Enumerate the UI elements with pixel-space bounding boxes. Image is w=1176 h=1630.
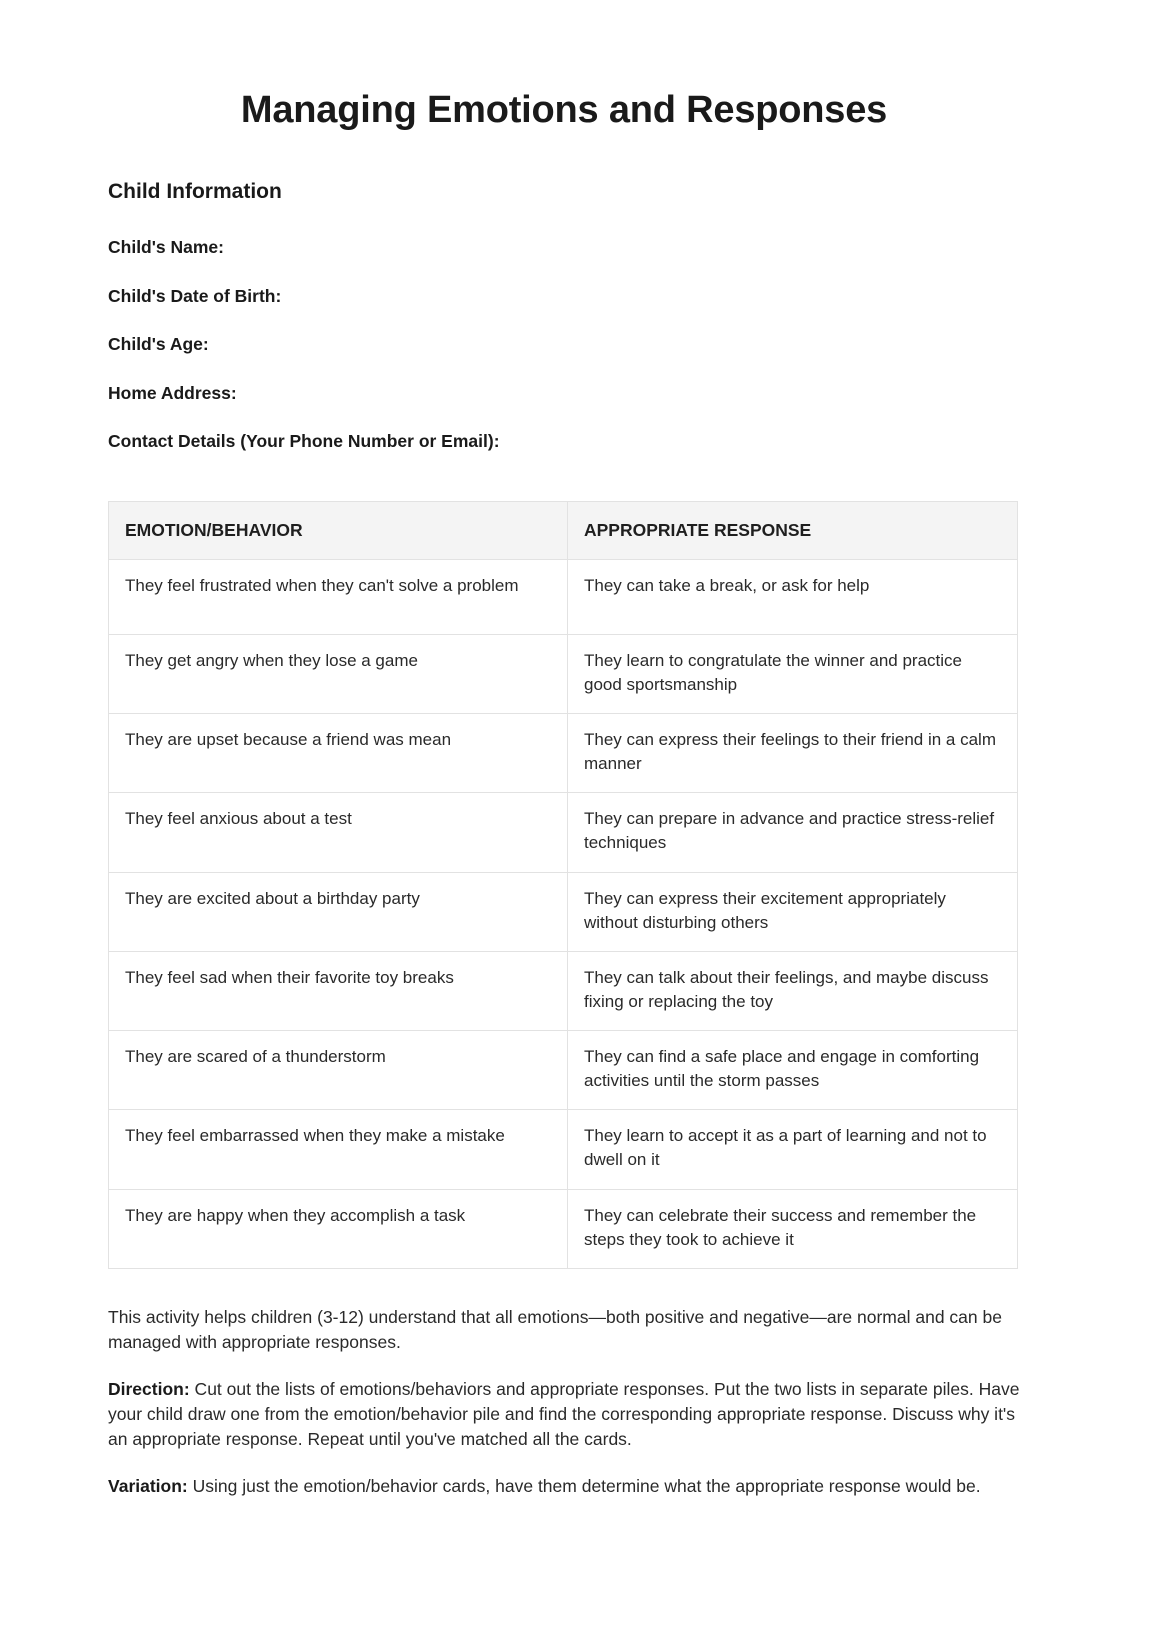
table-body — [109, 559, 1018, 1268]
cell-response: They can express their excitement appropriately without disturbing others — [568, 872, 1018, 951]
child-information-fields — [108, 236, 1020, 454]
table-row — [109, 872, 1018, 951]
direction-label: Direction: — [108, 1378, 190, 1399]
cell-emotion: They feel frustrated when they can't solve a problem — [109, 559, 568, 634]
column-header-appropriate-response: APPROPRIATE RESPONSE — [568, 502, 1018, 560]
cell-emotion: They feel embarrassed when they make a mistake — [109, 1110, 568, 1189]
variation-text: Using just the emotion/behavior cards, have them determine what the appropriate response would be. — [187, 1475, 981, 1496]
cell-emotion: They are upset because a friend was mean — [109, 714, 568, 793]
child-information-heading: Child Information — [108, 179, 282, 203]
field-childs-age: Child's Age: — [108, 334, 209, 355]
table-header-row — [109, 502, 1018, 560]
variation-label: Variation: — [108, 1475, 188, 1496]
table-row — [109, 1110, 1018, 1189]
variation-paragraph — [108, 1474, 1020, 1499]
cell-response: They learn to accept it as a part of learning and not to dwell on it — [568, 1110, 1018, 1189]
document-content — [108, 0, 1020, 1499]
cell-emotion: They feel anxious about a test — [109, 793, 568, 872]
cell-response: They can prepare in advance and practice stress-relief techniques — [568, 793, 1018, 872]
cell-emotion: They get angry when they lose a game — [109, 634, 568, 713]
cell-response: They can take a break, or ask for help — [568, 559, 1018, 634]
cell-response: They can celebrate their success and remember the steps they took to achieve it — [568, 1189, 1018, 1268]
page-title: Managing Emotions and Responses — [240, 89, 888, 131]
table-row — [109, 559, 1018, 634]
table-row — [109, 951, 1018, 1030]
field-childs-date-of-birth: Child's Date of Birth: — [108, 285, 282, 306]
cell-response: They can talk about their feelings, and maybe discuss fixing or replacing the toy — [568, 951, 1018, 1030]
activity-summary-paragraph — [108, 1305, 1020, 1356]
cell-emotion: They feel sad when their favorite toy breaks — [109, 951, 568, 1030]
field-childs-name: Child's Name: — [108, 236, 224, 257]
activity-notes — [108, 1305, 1020, 1499]
cell-response: They can find a safe place and engage in comforting activities until the storm passes — [568, 1031, 1018, 1110]
cell-response: They learn to congratulate the winner and practice good sportsmanship — [568, 634, 1018, 713]
table-row — [109, 793, 1018, 872]
activity-summary-text: This activity helps children (3-12) understand that all emotions—both positive and negative—are normal and can be managed with appropriate responses. — [108, 1306, 1002, 1353]
table-row — [109, 1031, 1018, 1110]
field-contact-details: Contact Details (Your Phone Number or Email): — [108, 431, 500, 452]
emotions-responses-table — [108, 501, 1018, 1269]
direction-paragraph — [108, 1377, 1020, 1453]
field-home-address: Home Address: — [108, 382, 237, 403]
cell-emotion: They are excited about a birthday party — [109, 872, 568, 951]
table-row — [109, 1189, 1018, 1268]
cell-emotion: They are happy when they accomplish a task — [109, 1189, 568, 1268]
column-header-emotion-behavior: EMOTION/BEHAVIOR — [109, 502, 568, 560]
table-head — [109, 502, 1018, 560]
table-row — [109, 634, 1018, 713]
cell-response: They can express their feelings to their friend in a calm manner — [568, 714, 1018, 793]
table-row — [109, 714, 1018, 793]
direction-text: Cut out the lists of emotions/behaviors and appropriate responses. Put the two lists in separate piles. Have your child draw one from the emotion/behavior pile and find the corresponding appropriate response. Discuss why it's an appropriate response. Repeat until you've matched all the cards. — [108, 1378, 1020, 1450]
cell-emotion: They are scared of a thunderstorm — [109, 1031, 568, 1110]
